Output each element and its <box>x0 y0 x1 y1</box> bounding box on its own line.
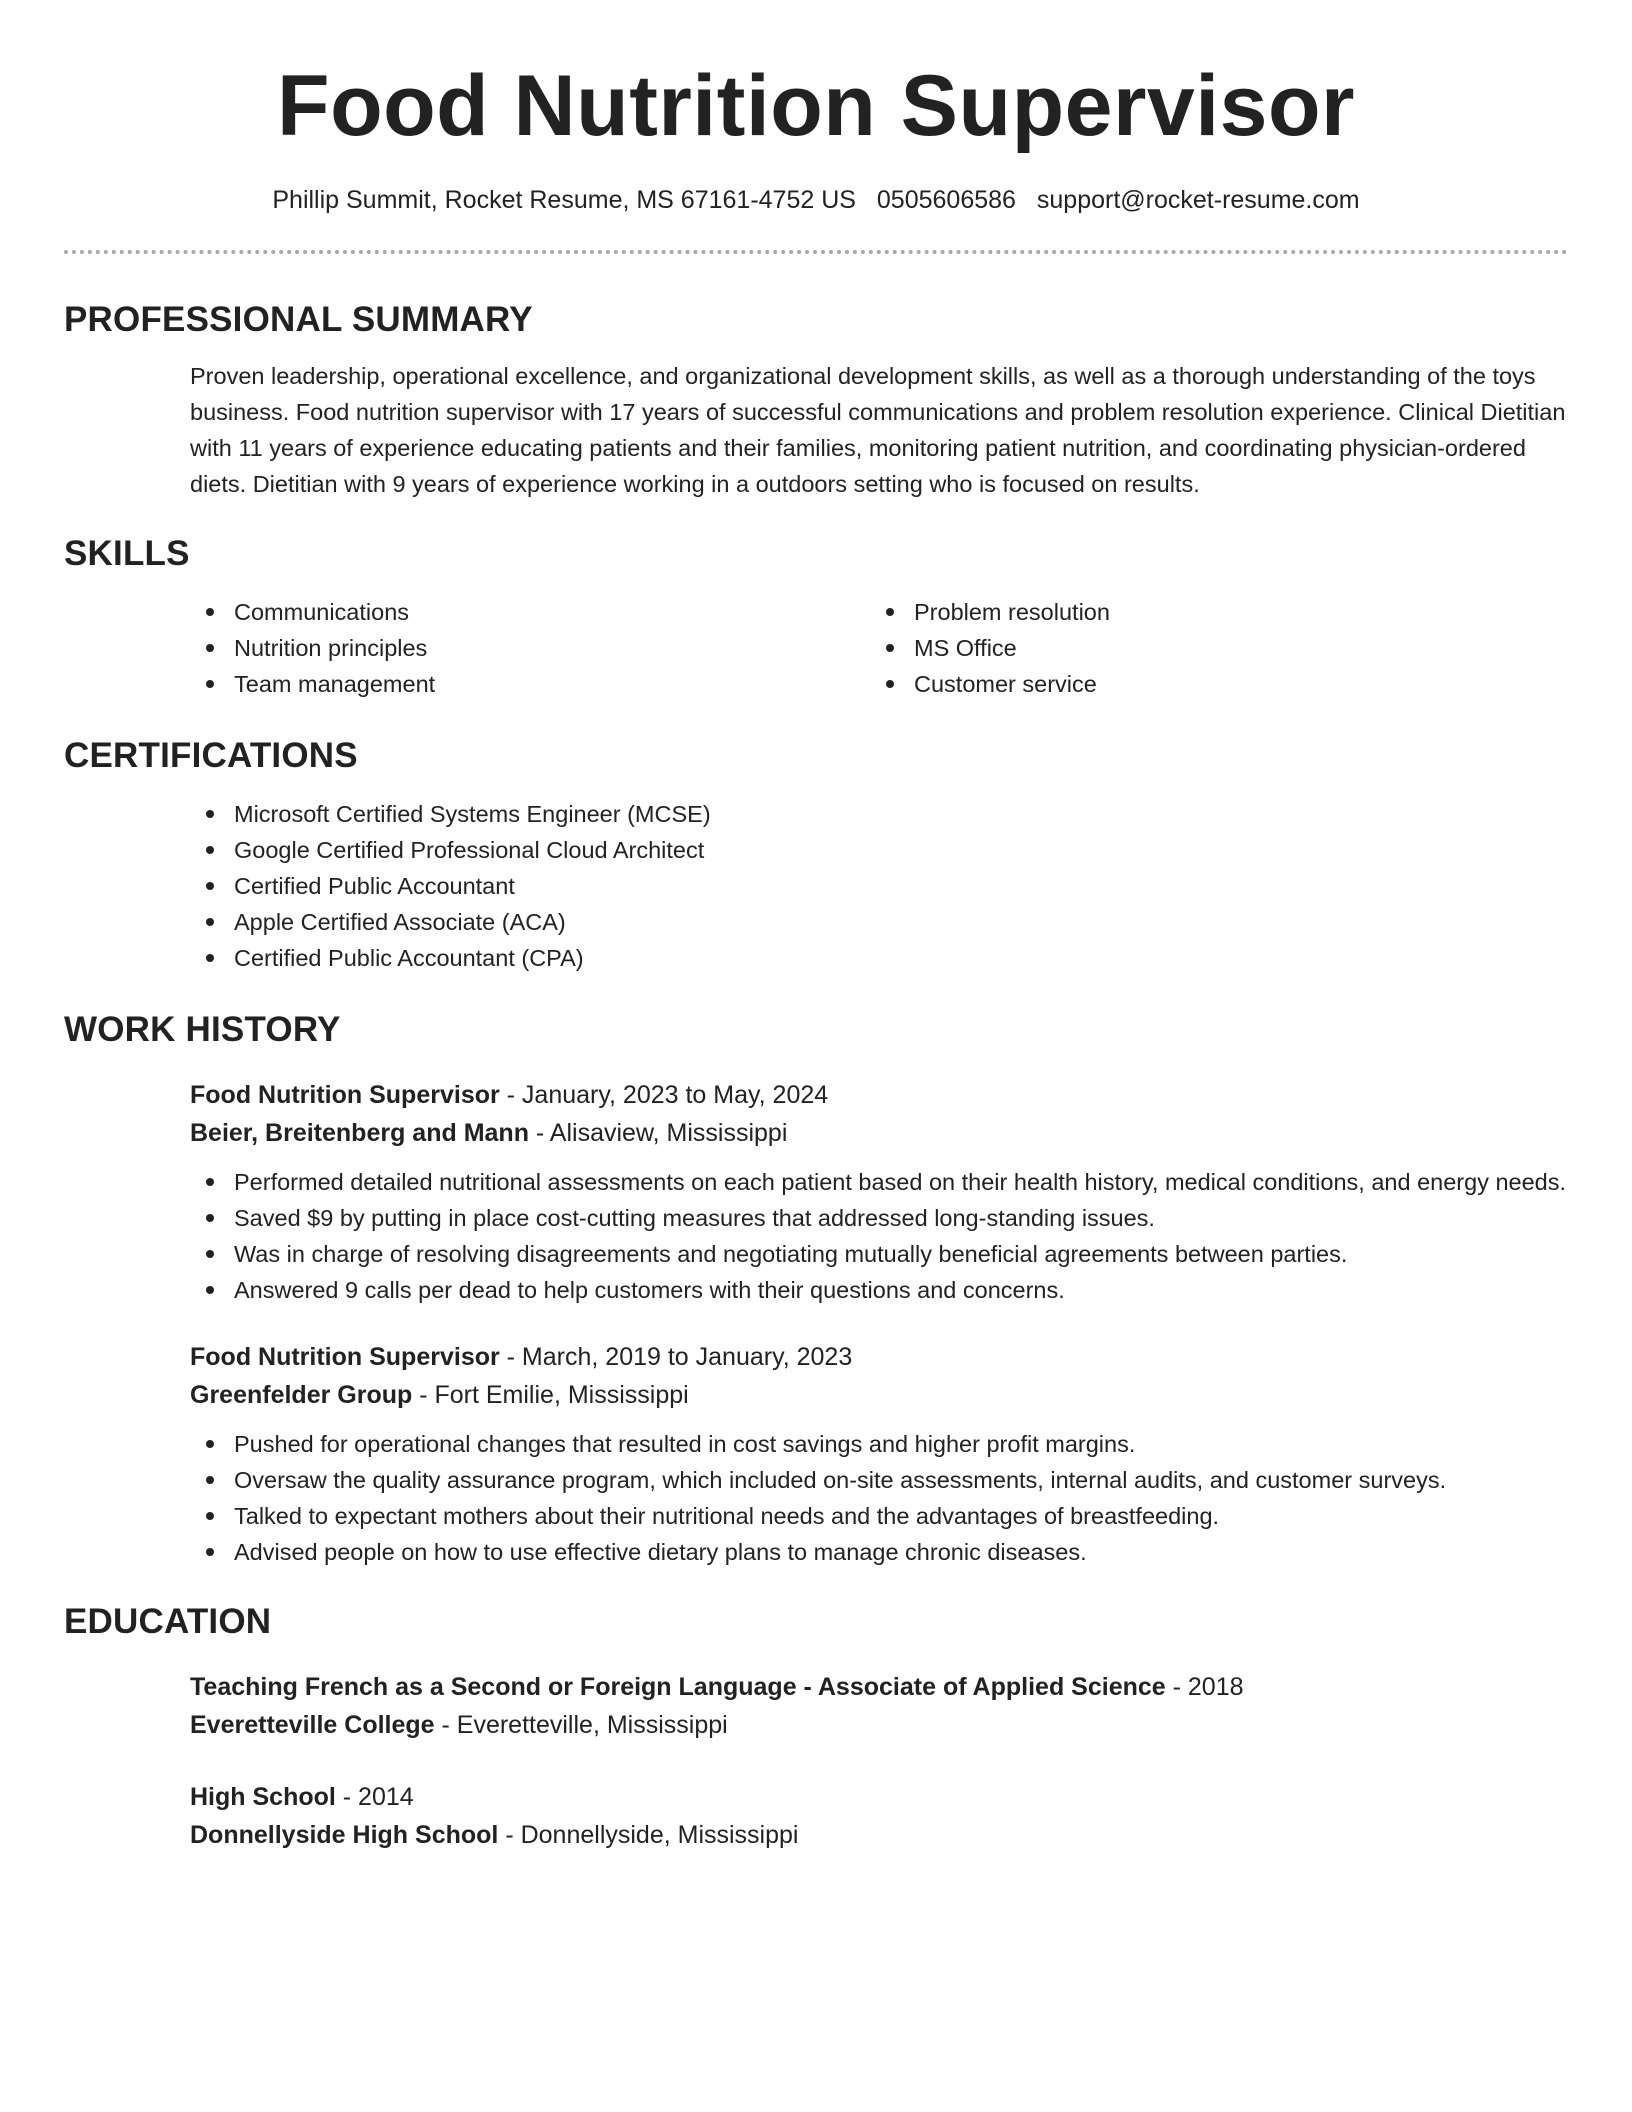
education-degree-line <box>190 1778 1568 1816</box>
job-role: Food Nutrition Supervisor <box>190 1081 500 1109</box>
education-degree-line <box>190 1668 1568 1706</box>
education-year: - 2014 <box>335 1783 414 1811</box>
skill-item: Team management <box>190 666 870 702</box>
job-bullet: Pushed for operational changes that resulted in cost savings and higher profit margins. <box>190 1426 1568 1462</box>
section-title-skills: SKILLS <box>64 534 190 573</box>
job-bullets <box>190 1426 1568 1570</box>
header-divider <box>64 250 1568 254</box>
certification-item: Google Certified Professional Cloud Architect <box>190 832 1568 868</box>
job-dates: - January, 2023 to May, 2024 <box>499 1081 829 1109</box>
skill-item: Nutrition principles <box>190 630 870 666</box>
job-bullet: Saved $9 by putting in place cost-cutting measures that addressed long-standing issues. <box>190 1200 1568 1236</box>
job-role: Food Nutrition Supervisor <box>190 1343 500 1371</box>
skill-item: Communications <box>190 594 870 630</box>
section-title-education: EDUCATION <box>64 1602 272 1641</box>
job-dates: - March, 2019 to January, 2023 <box>499 1343 853 1371</box>
contact-email[interactable]: support@rocket-resume.com <box>1036 186 1360 214</box>
education-location: - Donnellyside, Mississippi <box>498 1821 799 1849</box>
job-title-line <box>190 1338 1568 1376</box>
job-title-line <box>190 1076 1568 1114</box>
job-bullet: Was in charge of resolving disagreements and negotiating mutually beneficial agreements between parties. <box>190 1236 1568 1272</box>
resume-name: Food Nutrition Supervisor <box>277 58 1355 154</box>
summary-text: Proven leadership, operational excellence, and organizational development skills, as well as a thorough understanding of the toys business. Food nutrition supervisor with 17 years of successful communications and problem resolution experience. Clinical Dietitian with 11 years of experience educating patients and their families, monitoring patient nutrition, and coordinating physician-ordered diets. Dietitian with 9 years of experience working in a outdoors setting who is focused on results. <box>190 363 1566 497</box>
job-bullet: Oversaw the quality assurance program, which included on-site assessments, internal audits, and customer surveys. <box>190 1462 1568 1498</box>
job-company: Beier, Breitenberg and Mann <box>190 1119 529 1147</box>
education-school-line <box>190 1816 1568 1854</box>
skill-item: Problem resolution <box>870 594 1550 630</box>
job-company-line <box>190 1376 1568 1414</box>
job-bullet: Answered 9 calls per dead to help customers with their questions and concerns. <box>190 1272 1568 1308</box>
education-school: Donnellyside High School <box>190 1821 499 1849</box>
job-location: - Fort Emilie, Mississippi <box>412 1381 689 1409</box>
job-bullet: Performed detailed nutritional assessments on each patient based on their health history, medical conditions, and energy needs. <box>190 1164 1568 1200</box>
job-bullets <box>190 1164 1568 1308</box>
job-company-line <box>190 1114 1568 1152</box>
section-title-certifications: CERTIFICATIONS <box>64 736 358 775</box>
skill-item: Customer service <box>870 666 1550 702</box>
skills-column-left <box>190 594 870 702</box>
job-entry <box>190 1338 1568 1570</box>
skills-column-right <box>870 594 1550 702</box>
certifications-list <box>190 796 1568 976</box>
contact-phone: 0505606586 <box>876 186 1016 214</box>
certification-item: Apple Certified Associate (ACA) <box>190 904 1568 940</box>
education-school-line <box>190 1706 1568 1744</box>
skills-list <box>190 594 1568 702</box>
certification-item: Certified Public Accountant (CPA) <box>190 940 1568 976</box>
job-entry <box>190 1076 1568 1308</box>
education-school: Everetteville College <box>190 1711 435 1739</box>
job-bullet: Advised people on how to use effective dietary plans to manage chronic diseases. <box>190 1534 1568 1570</box>
job-company: Greenfelder Group <box>190 1381 413 1409</box>
education-entry <box>190 1668 1568 1744</box>
education-entry <box>190 1778 1568 1854</box>
education-degree: Teaching French as a Second or Foreign Language - Associate of Applied Science <box>190 1673 1166 1701</box>
education-location: - Everetteville, Mississippi <box>434 1711 728 1739</box>
certification-item: Microsoft Certified Systems Engineer (MCSE) <box>190 796 1568 832</box>
certification-item: Certified Public Accountant <box>190 868 1568 904</box>
job-location: - Alisaview, Mississippi <box>528 1119 788 1147</box>
education-degree: High School <box>190 1783 336 1811</box>
resume-page <box>64 58 1568 1854</box>
section-title-summary: PROFESSIONAL SUMMARY <box>64 300 533 339</box>
section-title-work-history: WORK HISTORY <box>64 1010 341 1049</box>
job-bullet: Talked to expectant mothers about their nutritional needs and the advantages of breastfeeding. <box>190 1498 1568 1534</box>
contact-address: Phillip Summit, Rocket Resume, MS 67161-4752 US <box>272 186 856 214</box>
skill-item: MS Office <box>870 630 1550 666</box>
contact-line <box>64 184 1568 216</box>
education-year: - 2018 <box>1165 1673 1244 1701</box>
